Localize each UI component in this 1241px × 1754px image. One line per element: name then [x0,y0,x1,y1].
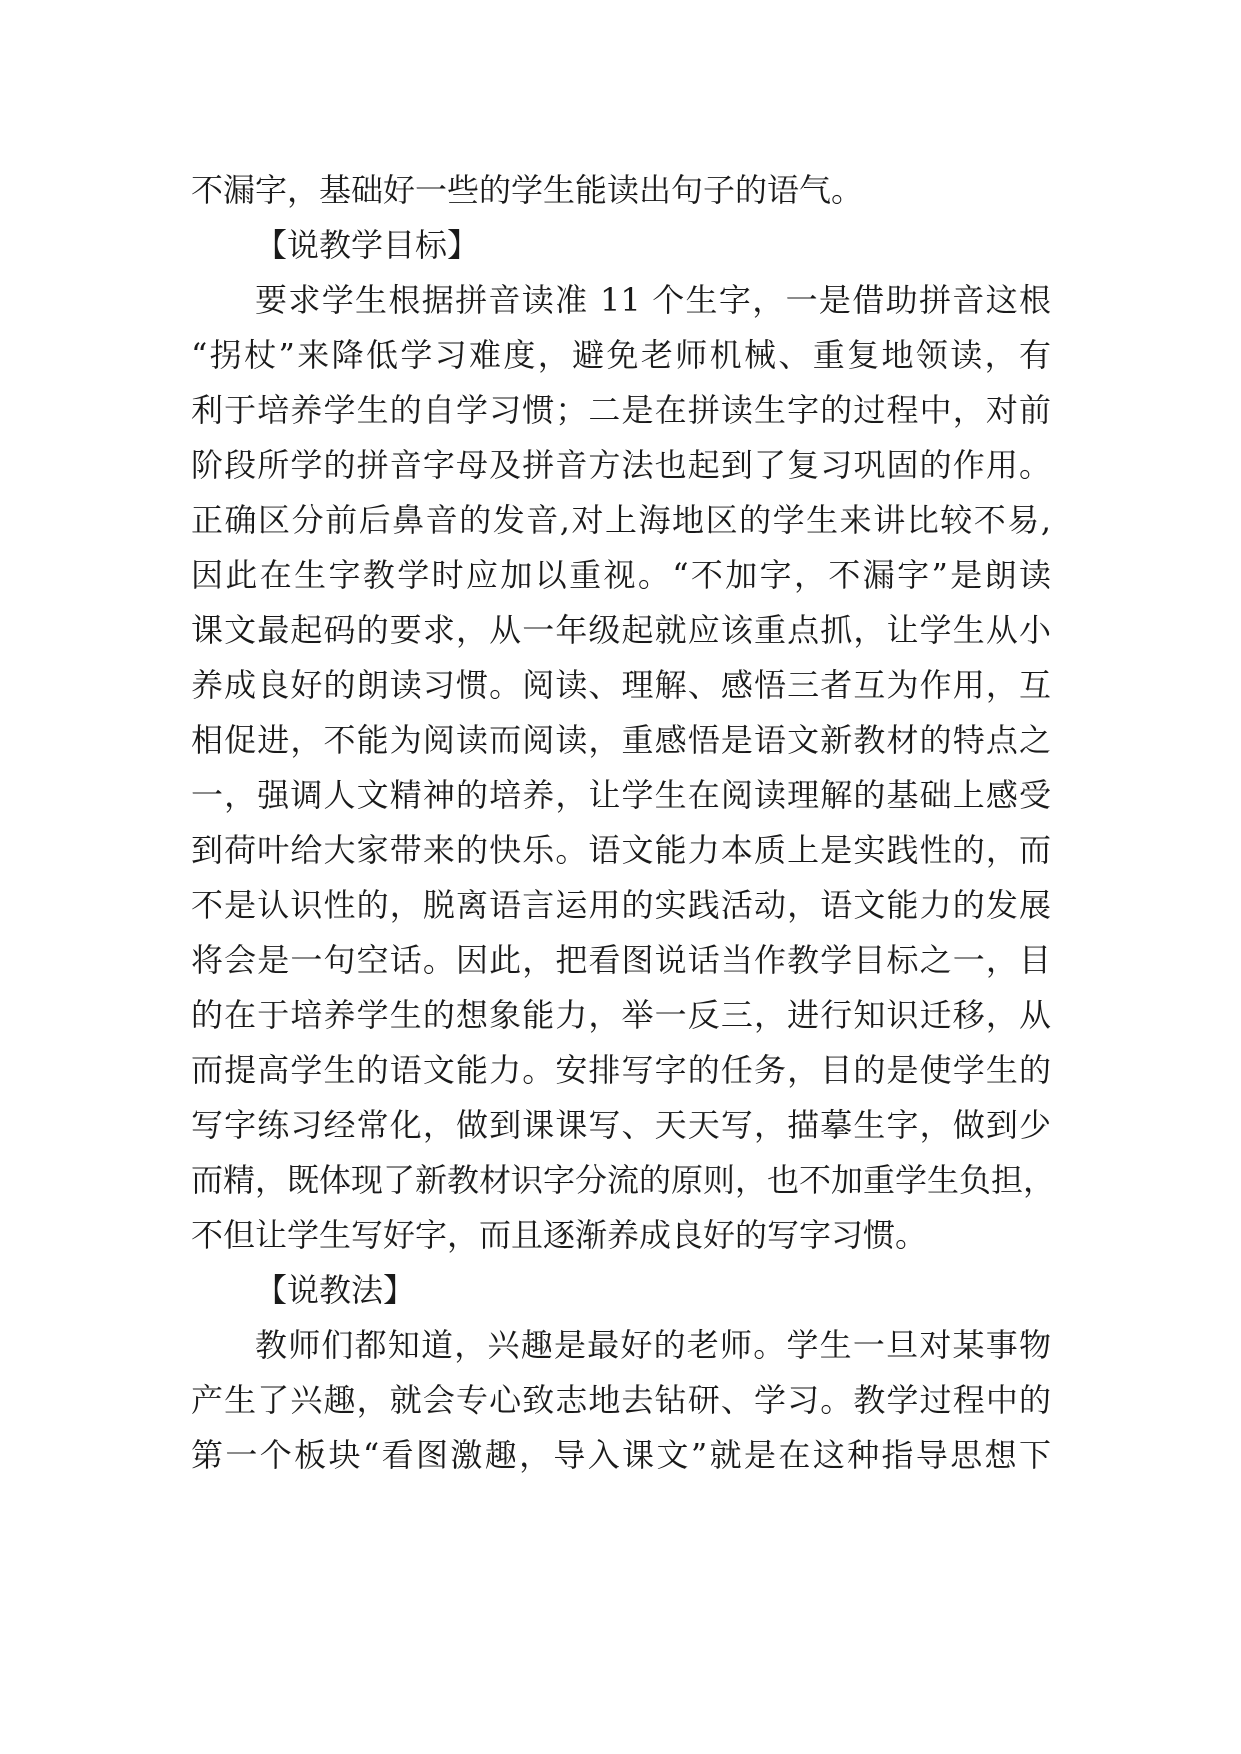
paragraph-line: 要求学生根据拼音读准 11 个生字，一是借助拼音这根 [255,281,1051,319]
paragraph-line: 一，强调人文精神的培养，让学生在阅读理解的基础上感受 [191,776,1051,814]
paragraph-line: 正确区分前后鼻音的发音,对上海地区的学生来讲比较不易, [191,501,1051,539]
paragraph-line: 不是认识性的，脱离语言运用的实践活动，语文能力的发展 [191,886,1051,924]
paragraph-line: 因此在生字教学时应加以重视。“不加字，不漏字”是朗读 [191,556,1051,594]
paragraph-line: 养成良好的朗读习惯。阅读、理解、感悟三者互为作用，互 [191,666,1051,704]
paragraph-line: 课文最起码的要求，从一年级起就应该重点抓，让学生从小 [191,611,1051,649]
paragraph-line: 产生了兴趣，就会专心致志地去钻研、学习。教学过程中的 [191,1381,1051,1419]
paragraph-line: 阶段所学的拼音字母及拼音方法也起到了复习巩固的作用。 [191,446,1051,484]
paragraph-line: 不但让学生写好字，而且逐渐养成良好的写字习惯。 [191,1216,928,1254]
paragraph-line: 利于培养学生的自学习惯；二是在拼读生字的过程中，对前 [191,391,1051,429]
section-heading-teaching-goals: 【说教学目标】 [255,226,480,264]
paragraph-line: 不漏字，基础好一些的学生能读出句子的语气。 [191,171,864,209]
paragraph-line: 第一个板块“看图激趣，导入课文”就是在这种指导思想下 [191,1436,1051,1474]
paragraph-line: 教师们都知道，兴趣是最好的老师。学生一旦对某事物 [255,1326,1051,1364]
paragraph-line: 而提高学生的语文能力。安排写字的任务，目的是使学生的 [191,1051,1051,1089]
paragraph-line: “拐杖”来降低学习难度，避免老师机械、重复地领读，有 [191,336,1051,374]
paragraph-line: 将会是一句空话。因此，把看图说话当作教学目标之一，目 [191,941,1051,979]
section-heading-teaching-methods: 【说教法】 [255,1271,416,1309]
paragraph-line: 写字练习经常化，做到课课写、天天写，描摹生字，做到少 [191,1106,1051,1144]
paragraph-line: 相促进，不能为阅读而阅读，重感悟是语文新教材的特点之 [191,721,1051,759]
paragraph-line: 到荷叶给大家带来的快乐。语文能力本质上是实践性的，而 [191,831,1051,869]
paragraph-line: 的在于培养学生的想象能力，举一反三，进行知识迁移，从 [191,996,1051,1034]
paragraph-line: 而精，既体现了新教材识字分流的原则，也不加重学生负担， [191,1161,1056,1199]
